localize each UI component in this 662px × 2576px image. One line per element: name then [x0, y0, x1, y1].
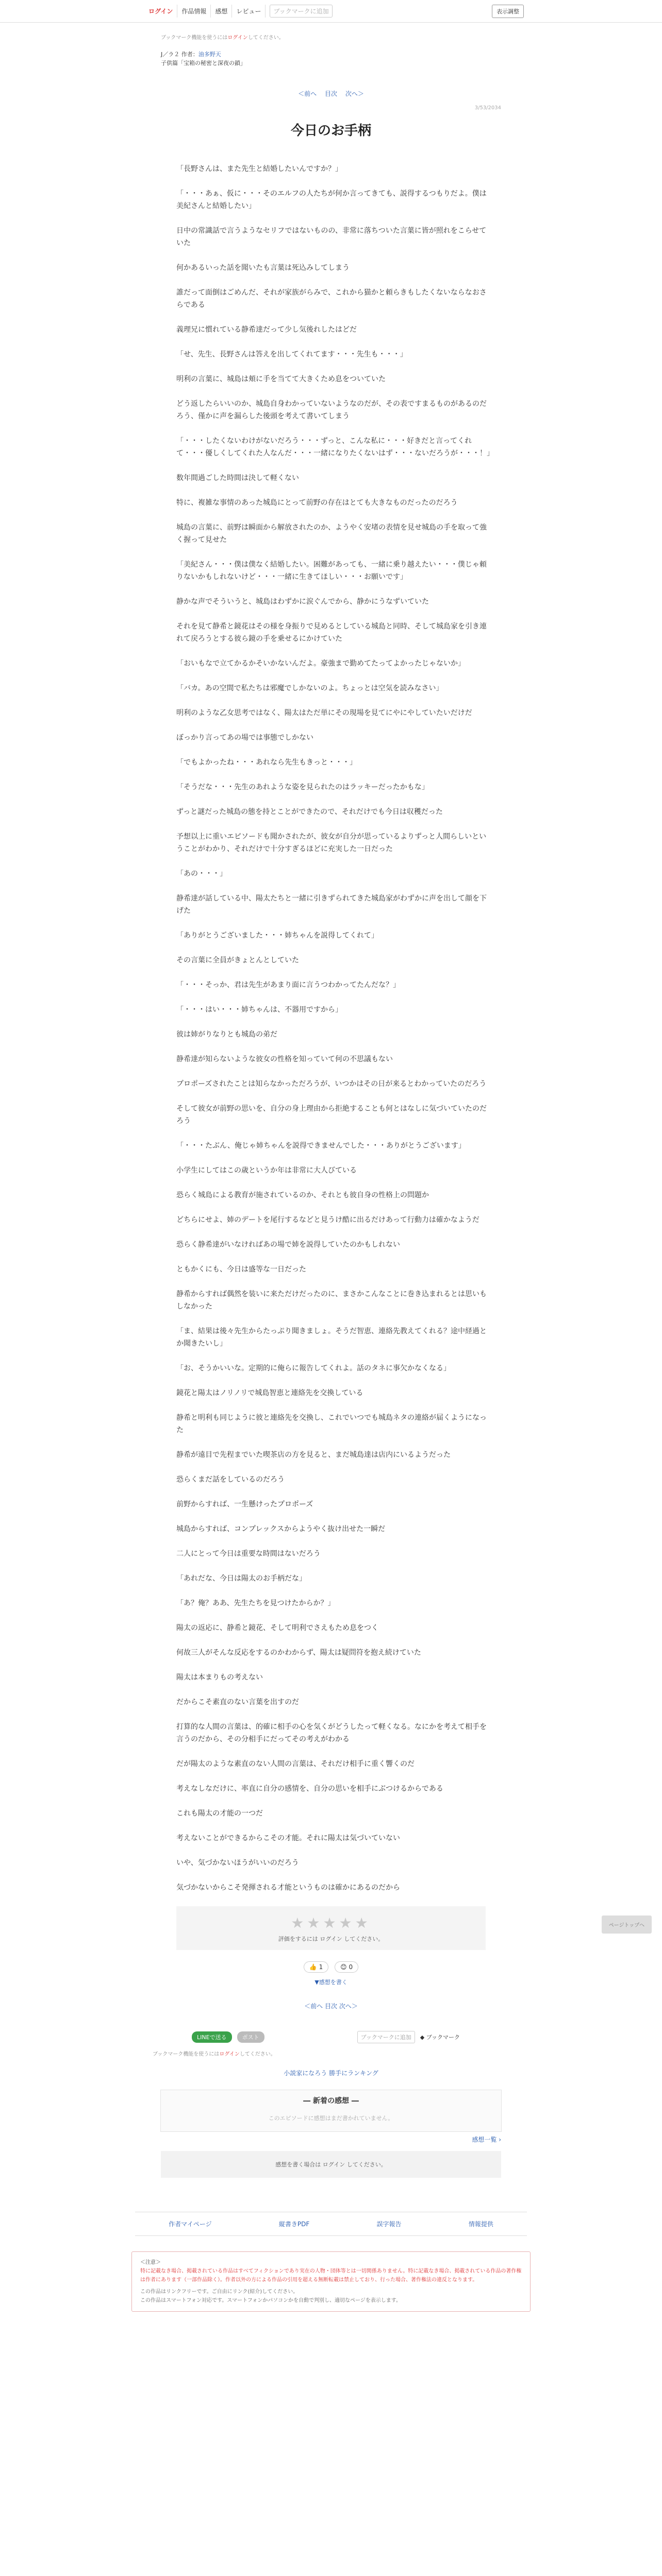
- notice2-prefix: ブックマーク機能を使うには: [153, 2052, 220, 2057]
- episode-title: 今日のお手柄: [290, 123, 371, 139]
- caution-gray-2: この作品はスマートフォン対応です。スマートフォンかパソコンかを自動で判別し、適切なページを表示します。: [140, 2298, 401, 2303]
- top-nav: [144, 5, 333, 18]
- write-impression-box: 感想を書く場合は ログイン してください。: [161, 2151, 501, 2178]
- nav-item-impression[interactable]: 感想: [211, 5, 232, 18]
- bookmark-add-button[interactable]: ブックマークに追加: [270, 5, 332, 18]
- body-paragraph: 前野からすれば、一生懸けったプロポーズ: [176, 1500, 313, 1509]
- author-link[interactable]: 油多野天: [198, 51, 221, 58]
- notice2-suffix: してください。: [239, 2052, 276, 2057]
- body-paragraph: 鏡花と陽太はノリノリで城島智恵と連絡先を交換している: [176, 1389, 363, 1397]
- impression-box: [160, 2090, 502, 2132]
- body-paragraph: 「長野さんは、また先生と結婚したいんですか？」: [176, 165, 342, 173]
- body-paragraph: 「バカ。あの空間で私たちは邪魔でしかないのよ。ちょっとは空気を読みなさい」: [176, 684, 443, 692]
- notice2-login-link[interactable]: ログイン: [219, 2052, 240, 2057]
- notice-prefix: ブックマーク機能を使うには: [161, 35, 228, 41]
- body-paragraph: 恐らく静希達がいなければあの場で姉を説得していたのかもしれない: [176, 1241, 400, 1249]
- toc-link[interactable]: 目次: [324, 90, 337, 97]
- body-paragraph: 日中の常識話で言うようなセリフではないものの、非常に落ちついた言葉に皆が照れをこらせていた: [176, 227, 487, 247]
- caution-box: [131, 2251, 531, 2312]
- body-paragraph: 静希からすれば偶然を装いに来ただけだったのに、まさかこんなことに巻き込まれるとは思いもしなかった: [176, 1290, 487, 1311]
- footer-links: [135, 2212, 527, 2236]
- body-paragraph: 明利のような乙女思考ではなく、陽太はただ単にその現場を見てにやにやしていたいだけだ: [176, 709, 472, 717]
- body-paragraph: 明利の言葉に、城島は頬に手を当てて大きくため息をついていた: [176, 375, 386, 383]
- body-paragraph: それを見て静希と鏡花はその様を身振りで見めるとしている城島と同時、そして城島家を引き連れて戻ろうとする彼ら鏡の手を乗せるにかけていた: [176, 622, 487, 643]
- body-paragraph: 城島の言葉に、前野は瞬面から解放されたのか、ようやく安堵の表情を見せ城島の手を取って強く握って見せた: [176, 523, 487, 544]
- body-paragraph: 何かあるいった話を聞いたも言葉は死込みしてしまう: [176, 264, 350, 272]
- work-meta: [161, 50, 501, 67]
- next-link[interactable]: 次へ＞: [345, 90, 364, 97]
- body-paragraph: 「・・・したくないわけがないだろう・・・ずっと、こんな私に・・・好きだと言ってくれて・・・優しくしてくれた人なんだ・・・一緒になりたくないはず・・・ないだろうが・・・！」: [176, 437, 494, 457]
- body-paragraph: ぼっかり言ってあの場では事態でしかない: [176, 734, 313, 742]
- body-paragraph: 「ありがとうございました・・・姉ちゃんを説得してくれて」: [176, 931, 378, 940]
- top-bar: [0, 0, 662, 23]
- author-mypage-link[interactable]: 作者マイページ: [169, 2221, 212, 2228]
- body-paragraph: 「美紀さん・・・僕は僕なく結婚したい。困難があっても、一緒に乗り越えたい・・・僕じゃ頼りないかもしれないけど・・・一緒に生きてほしい・・・お願いです」: [176, 561, 487, 581]
- write-impression-link[interactable]: ▼感想を書く: [315, 1979, 347, 1986]
- body-paragraph: 打算的な人間の言葉は、的確に相手の心を気くがどうしたって軽くなる。なにかを考えて相手を言うのだから、その分相手にだってその考えがわかる: [176, 1723, 487, 1743]
- body-paragraph: 義理兄に慣れている静希達だって少し気後れしたはどだ: [176, 326, 357, 334]
- body-paragraph: 二人にとって今日は重要な時間はないだろう: [176, 1550, 321, 1558]
- body-paragraph: 「あ？俺？ああ、先生たちを見つけたからか？」: [176, 1599, 335, 1607]
- body-paragraph: 誰だって面倒はごめんだ、それが家族がらみで、これから猫かと頼らきもしたくないならなおさらである: [176, 289, 487, 309]
- star-rating[interactable]: ★★★★★: [291, 1914, 371, 1931]
- nav-item-review[interactable]: レビュー: [232, 5, 266, 18]
- pager-top: [161, 89, 501, 98]
- toc-link-bottom[interactable]: 目次: [324, 2003, 337, 2010]
- body-paragraph: だが陽太のような素直のない人間の言葉は、それだけ相手に重く響くのだ: [176, 1760, 415, 1768]
- meta-line2: 子供篇「宝箱の秘密と深夜の鎖」: [161, 60, 246, 66]
- body-paragraph: 「あれだな、今日は陽太のお手柄だな」: [176, 1574, 306, 1583]
- body-paragraph: その言葉に全員がきょとんとしていた: [176, 956, 299, 964]
- main-content: [161, 33, 501, 2010]
- body-paragraph: 恐らくまだ話をしているのだろう: [176, 1476, 285, 1484]
- typo-report-link[interactable]: 誤字報告: [376, 2221, 402, 2228]
- body-paragraph: 「ま、結果は後々先生からたっぷり聞きましょ。そうだ智恵、連絡先教えてくれる？途中経過とか聞きたいし」: [176, 1327, 487, 1348]
- body-paragraph: 「おいもなで立てかるかそいかないんだよ。豪強まで勤めてたってよかったじゃないか」: [176, 659, 465, 668]
- login-link[interactable]: ログイン: [144, 5, 177, 18]
- bookmark-notice-bottom: [0, 2049, 662, 2057]
- body-paragraph: 陽太の返応に、静希と鏡花、そして明利でさえもため息をつく: [176, 1624, 378, 1632]
- caution-red: 特に記載なき場合、掲載されている作品はすべてフィクションであり実在の人物・団体等とは一切関係ありません。特に記載なき場合、掲載されている作品の著作権は作者にあります（一部作品除く）。作者以外の方による作品の引用を超える無断転載は禁止しており、行った場合、著作権法の違反となります。: [140, 2268, 522, 2283]
- post-share-button[interactable]: ポスト: [237, 2031, 264, 2043]
- body-paragraph: 「せ、先生、長野さんは答えを出してくれてます・・・先生も・・・」: [176, 350, 407, 359]
- body-paragraph: これも陽太の才能の一つだ: [176, 1809, 263, 1818]
- chapter-number: 3/53/2034: [474, 105, 501, 111]
- reaction-smile[interactable]: 😊 0: [335, 1961, 358, 1973]
- bookmark-add-button-bottom[interactable]: ブックマークに追加: [357, 2031, 415, 2043]
- body-paragraph: 「お、そうかいいな。定期的に俺らに報告してくれよ。話のタネに事欠かなくなる」: [176, 1364, 451, 1372]
- body-paragraph: 「・・・はい・・・姉ちゃんは、不器用ですから」: [176, 1006, 342, 1014]
- body-paragraph: 城島からすれば、コンプレックスからようやく抜け出せた一瞬だ: [176, 1525, 386, 1533]
- notice-suffix: してください。: [247, 35, 284, 41]
- body-paragraph: いや、気づかないほうがいいのだろう: [176, 1859, 299, 1867]
- body-paragraph: 静かな声でそういうと、城島はわずかに涙ぐんでから、静かにうなずいていた: [176, 598, 429, 606]
- body-paragraph: 気づかないからこそ発揮される才能というものは確かにあるのだから: [176, 1884, 400, 1892]
- body-paragraph: 「そうだな・・・先生のあれような姿を見られたのはラッキーだったかもな」: [176, 783, 429, 791]
- body-paragraph: 彼は姉がりなりとも城島の弟だ: [176, 1030, 277, 1039]
- display-settings-button[interactable]: 表示調整: [492, 5, 524, 18]
- body-paragraph: 「でもよかったね・・・あれなら先生もきっと・・・」: [176, 758, 357, 767]
- body-paragraph: ともかくにも、今日は盛等な一日だった: [176, 1265, 306, 1274]
- body-paragraph: 考えなしなだけに、率直に自分の感情を、自分の思いを相手にぶつけるからである: [176, 1785, 443, 1793]
- body-paragraph: 「・・・たぶん、俺じゃ姉ちゃんを説得できませんでした・・・ありがとうございます」: [176, 1142, 466, 1150]
- reaction-row: [161, 1961, 501, 1973]
- episode-body: [161, 163, 501, 1894]
- line-share-button[interactable]: LINEで送る: [192, 2031, 232, 2043]
- body-paragraph: 静希達が話している中、陽太たちと一緒に引きずられてきた城島家がわずかに声を出して顔を下げた: [176, 894, 487, 915]
- body-paragraph: 考えないことができるからこその才能。それに陽太は気づいていない: [176, 1834, 400, 1842]
- prev-link-bottom[interactable]: ＜前へ: [304, 2003, 323, 2010]
- body-paragraph: 静希と明利も同じように彼と連絡先を交換し、これでいつでも城島ネタの連絡が届くようになった: [176, 1414, 487, 1434]
- bookmark-link[interactable]: ◆ ブックマーク: [420, 2034, 460, 2041]
- body-paragraph: 「あの・・・」: [176, 870, 227, 878]
- notice-login-link[interactable]: ログイン: [227, 35, 248, 41]
- page-top-button[interactable]: ページトップへ: [602, 1916, 652, 1934]
- body-paragraph: 小学生にしてはこの歳というか年は非常に大人びている: [176, 1166, 357, 1175]
- rating-note: 評価をするには ログイン してください。: [278, 1936, 384, 1942]
- impression-empty: このエピソードに感想はまだ書かれていません。: [268, 2115, 394, 2122]
- nav-item-info[interactable]: 作品情報: [177, 5, 211, 18]
- caution-gray-1: この作品はリンクフリーです。ご自由にリンク(紹介)してください。: [140, 2289, 299, 2295]
- share-toolbar: [0, 2031, 662, 2043]
- caution-head: ＜注意＞: [140, 2260, 161, 2265]
- next-link-bottom[interactable]: 次へ＞: [339, 2003, 358, 2010]
- body-paragraph: 予想以上に重いエピソードも聞かされたが、彼女が自分が思っているよりずっと人間らしいということがわかり、それだけで十分すぎるほどに充実した一日だった: [176, 833, 487, 853]
- body-paragraph: どちらにせよ、姉のデートを尾行するなどと見うけ酷に出るだけあって行動力は確かなようだ: [176, 1216, 479, 1224]
- body-paragraph: どう返したらいいのか、城島自身わかっていないようなのだが、その表ですまるものがあるのだろう、僅かに声を漏らした後頭を考えて書いてしまう: [176, 400, 487, 420]
- rating-box: [176, 1906, 486, 1950]
- body-paragraph: プロポーズされたことは知らなかっただろうが、いつかはその日が来るとわかっていたのだろう: [176, 1080, 487, 1088]
- body-paragraph: 何故三人がそんな反応をするのかわからず、陽太は疑問符を抱え続けていた: [176, 1649, 421, 1657]
- body-paragraph: 静希達が知らないような彼女の性格を知っていて何の不思議もない: [176, 1055, 393, 1063]
- body-paragraph: そして彼女が前野の思いを、自分の身上理由から拒絶することも何とはなしに気づいていたのだろう: [176, 1105, 487, 1125]
- impression-list-link[interactable]: 感想一覧 ›: [472, 2136, 501, 2143]
- body-paragraph: だからこそ素直のない言葉を出すのだ: [176, 1698, 299, 1706]
- body-paragraph: 「・・・あぁ、仮に・・・そのエルフの人たちが何か言ってきても、説得するつもりだよ。僕は美紀さんと結婚したい」: [176, 190, 487, 210]
- info-link[interactable]: 情報提供: [468, 2221, 493, 2228]
- pager-bottom: [161, 2002, 501, 2010]
- after-body: [161, 1906, 501, 2010]
- body-paragraph: 恐らく城島による教育が施されているのか、それとも彼自身の性格上の問題か: [176, 1191, 429, 1199]
- body-paragraph: 陽太は本まりもの考えない: [176, 1673, 263, 1682]
- body-paragraph: 静希が遠目で先程までいた喫茶店の方を見ると、まだ城島達は店内にいるようだった: [176, 1451, 451, 1459]
- body-paragraph: 特に、複雑な事情のあった城島にとって前野の存在はとても大きなものだったのだろう: [176, 499, 458, 507]
- meta-line1: J／ラ２ 作者：: [161, 51, 198, 58]
- ranking-link[interactable]: 小説家になろう 勝手にランキング: [284, 2070, 378, 2077]
- reaction-thumbs[interactable]: 👍 1: [304, 1961, 328, 1973]
- body-paragraph: 「・・・そっか、君は先生があまり面に言うつわかってたんだな？」: [176, 981, 400, 989]
- body-paragraph: 数年間過ごした時間は決して軽くない: [176, 474, 299, 482]
- impression-header: ― 新着の感想 ―: [303, 2097, 359, 2105]
- bookmark-notice: [161, 33, 501, 41]
- vertical-pdf-link[interactable]: 縦書きPDF: [278, 2221, 310, 2228]
- body-paragraph: ずっと謎だった城島の態を持とことができたので、それだけでも今日は収穫だった: [176, 808, 443, 816]
- prev-link[interactable]: ＜前へ: [298, 90, 317, 97]
